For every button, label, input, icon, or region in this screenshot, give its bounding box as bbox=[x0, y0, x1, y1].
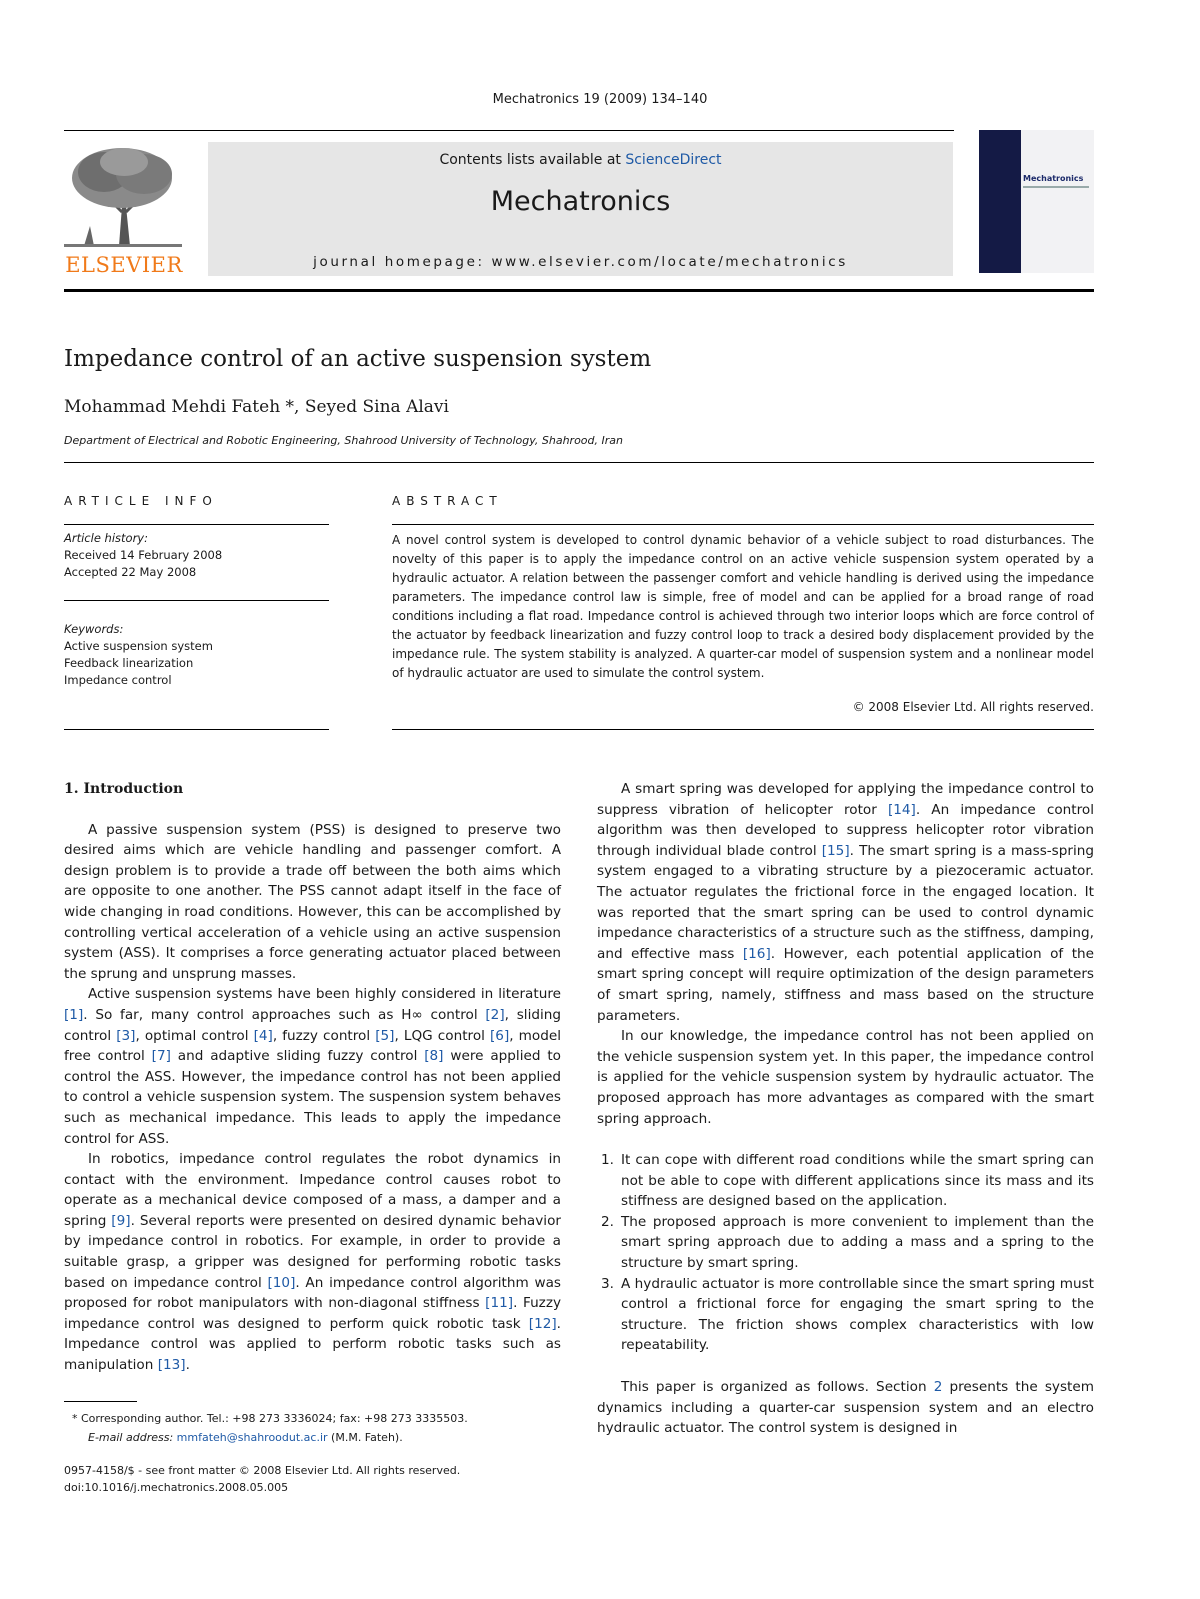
author-affiliation: Department of Electrical and Robotic Engineering, Shahrood University of Technology, Shahrood, Iran bbox=[64, 434, 623, 447]
article-info-rule bbox=[64, 524, 329, 525]
contents-line bbox=[208, 152, 953, 168]
list-item: 3. A hydraulic actuator is more controllable since the smart spring must control a frictional force for engaging the smart spring to the structure. The friction shows complex characteristics with low repeatability. bbox=[601, 1275, 1094, 1354]
abstract-rule bbox=[392, 524, 1094, 525]
publisher-wordmark: ELSEVIER bbox=[65, 253, 183, 277]
cover-title: Mechatronics bbox=[1023, 174, 1084, 183]
citation-link[interactable]: [7] bbox=[151, 1048, 171, 1065]
citation-link[interactable]: [14] bbox=[887, 801, 916, 818]
header-top-rule bbox=[64, 130, 954, 131]
citation-link[interactable]: [12] bbox=[528, 1315, 557, 1332]
citation-link[interactable]: [6] bbox=[490, 1027, 510, 1044]
issn-line: 0957-4158/$ - see front matter © 2008 Elsevier Ltd. All rights reserved. bbox=[64, 1464, 461, 1477]
keyword: Feedback linearization bbox=[64, 656, 194, 670]
abstract-heading: ABSTRACT bbox=[392, 494, 503, 508]
cover-stripe bbox=[1023, 186, 1089, 188]
paragraph: In our knowledge, the impedance control has not been applied on the vehicle suspension system yet. In this paper, the impedance control is applied for the vehicle suspension system by hydraulic actuator. The proposed approach has more advantages as compared with the smart spring approach. bbox=[597, 1028, 1094, 1127]
front-matter bbox=[64, 1462, 460, 1496]
article-authors: Mohammad Mehdi Fateh *, Seyed Sina Alavi bbox=[64, 397, 449, 417]
corresponding-author-footnote bbox=[64, 1409, 468, 1447]
paragraph: This paper is organized as follows. Section 2 presents the system dynamics including a quarter-car suspension system and an electro hydraulic actuator. The control system is designed in bbox=[597, 1379, 1094, 1437]
article-history bbox=[64, 530, 222, 581]
citation-link[interactable]: [8] bbox=[424, 1048, 444, 1065]
article-info-bottom-rule bbox=[64, 729, 329, 730]
email-link[interactable]: mmfateh@shahroodut.ac.ir bbox=[176, 1431, 328, 1444]
section-link[interactable]: 2 bbox=[933, 1379, 943, 1396]
journal-homepage[interactable]: journal homepage: www.elsevier.com/locate/mechatronics bbox=[313, 254, 848, 270]
advantages-list bbox=[597, 1150, 1094, 1356]
history-label: Article history: bbox=[64, 531, 148, 545]
citation-link[interactable]: [10] bbox=[267, 1274, 296, 1291]
keywords-label: Keywords: bbox=[64, 622, 124, 636]
accepted-date: Accepted 22 May 2008 bbox=[64, 565, 197, 579]
article-info-heading: ARTICLE INFO bbox=[64, 494, 218, 508]
journal-name: Mechatronics bbox=[490, 186, 671, 217]
citation-link[interactable]: [2] bbox=[485, 1006, 505, 1023]
keyword: Impedance control bbox=[64, 673, 172, 687]
citation-link[interactable]: [16] bbox=[742, 945, 771, 962]
keywords-block bbox=[64, 621, 213, 689]
header-thick-rule bbox=[64, 289, 1094, 292]
journal-cover-thumbnail bbox=[979, 130, 1094, 273]
citation-link[interactable]: [15] bbox=[821, 842, 850, 859]
abstract-text: A novel control system is developed to control dynamic behavior of a vehicle subject to road disturbances. The novelty of this paper is to apply the impedance control on an active vehicle suspension system operated by a hydraulic actuator. A relation between the passenger comfort and vehicle handling is derived using the impedance parameters. The impedance control law is simple, free of model and can be applied for a broad range of road conditions including a flat road. Impedance control is achieved through two interior loops which are force control of the actuator by feedback linearization and fuzzy control loop to track a desired body displacement provided by the impedance rule. The system stability is analyzed. A quarter-car model of suspension system and a nonlinear model of hydraulic actuator are used to simulate the control system. bbox=[392, 533, 1094, 680]
citation-link[interactable]: [4] bbox=[253, 1027, 273, 1044]
body-column-right bbox=[597, 779, 1094, 1439]
journal-header-box bbox=[208, 142, 953, 276]
email-line: E-mail address: mmfateh@shahroodut.ac.ir (M.M. Fateh). bbox=[88, 1431, 403, 1444]
section-title: 1. Introduction bbox=[64, 781, 184, 797]
citation-link[interactable]: [11] bbox=[485, 1295, 514, 1312]
abstract-copyright: © 2008 Elsevier Ltd. All rights reserved. bbox=[852, 700, 1094, 714]
history-rule bbox=[64, 600, 329, 601]
paragraph: A passive suspension system (PSS) is designed to preserve two desired aims which are vehicle handling and passenger comfort. A design problem is to provide a trade off between the both aims which are opposite to one another. The PSS cannot adapt itself in the face of wide changing in road conditions. However, this can be accomplished by controlling vertical acceleration of a vehicle using an active suspension system (ASS). It comprises a force generating actuator placed between the sprung and unsprung masses. bbox=[64, 821, 561, 982]
paragraph: Active suspension systems have been highly considered in literature [1]. So far, many control approaches such as H∞ control [2], sliding control [3], optimal control [4], fuzzy control [5], LQG control [6], model free control [7] and adaptive sliding fuzzy control [8] were applied to control the ASS. However, the impedance control has not been applied to control a vehicle suspension system. The suspension system behaves such as mechanical impedance. This leads to apply the impedance control for ASS. bbox=[64, 986, 562, 1147]
citation-link[interactable]: [9] bbox=[111, 1212, 131, 1229]
sciencedirect-link[interactable]: ScienceDirect bbox=[625, 152, 722, 168]
title-rule bbox=[64, 462, 1094, 463]
paragraph: In robotics, impedance control regulates the robot dynamics in contact with the environment. Impedance control causes robot to operate as a mechanical device composed of a mass, a damper and a spring [9]. Several reports were presented on desired dynamic behavior by impedance control in robotics. For example, in order to provide a suitable grasp, a gripper was designed for performing robotic tasks based on impedance control [10]. An impedance control algorithm was proposed for robot manipulators with non-diagonal stiffness [11]. Fuzzy impedance control was designed to perform quick robotic task [12]. Impedance control was applied to perform robotic tasks such as manipulation [13]. bbox=[64, 1151, 562, 1374]
contents-prefix: Contents lists available at bbox=[439, 152, 626, 168]
citation-link[interactable]: [5] bbox=[375, 1027, 395, 1044]
list-item: 1. It can cope with different road conditions while the smart spring can not be able to cope with different applications since its mass and its stiffness are designed based on the application. bbox=[601, 1152, 1094, 1210]
keyword: Active suspension system bbox=[64, 639, 213, 653]
cover-band bbox=[1021, 130, 1094, 273]
footnote-rule bbox=[64, 1401, 137, 1402]
corresponding-author: * Corresponding author. Tel.: +98 273 3336024; fax: +98 273 3335503. bbox=[72, 1412, 468, 1425]
citation-link[interactable]: [13] bbox=[157, 1357, 186, 1374]
citation-link[interactable]: [3] bbox=[116, 1027, 136, 1044]
citation-link[interactable]: [1] bbox=[64, 1006, 84, 1023]
received-date: Received 14 February 2008 bbox=[64, 548, 223, 562]
body-column-left bbox=[64, 779, 561, 1376]
journal-reference: Mechatronics 19 (2009) 134–140 bbox=[492, 92, 708, 107]
abstract-bottom-rule bbox=[392, 729, 1094, 730]
article-title: Impedance control of an active suspension system bbox=[64, 346, 652, 372]
list-item: 2. The proposed approach is more convenient to implement than the smart spring approach due to adding a mass and a spring to the structure by smart spring. bbox=[601, 1213, 1094, 1272]
paragraph: A smart spring was developed for applying the impedance control to suppress vibration of helicopter rotor [14]. An impedance control algorithm was then developed to suppress helicopter rotor vibration through individual blade control [15]. The smart spring is a mass-spring system engaged to a vibrating structure by a piezoceramic actuator. The actuator regulates the frictional force in the engaged location. It was reported that the smart spring can be used to control dynamic impedance characteristics of a structure such as the stiffness, damping, and effective mass [16]. However, each potential application of the smart spring concept will require optimization of the design parameters of smart spring, namely, stiffness and mass based on the structure parameters. bbox=[597, 781, 1095, 1024]
doi-line[interactable]: doi:10.1016/j.mechatronics.2008.05.005 bbox=[64, 1481, 289, 1494]
